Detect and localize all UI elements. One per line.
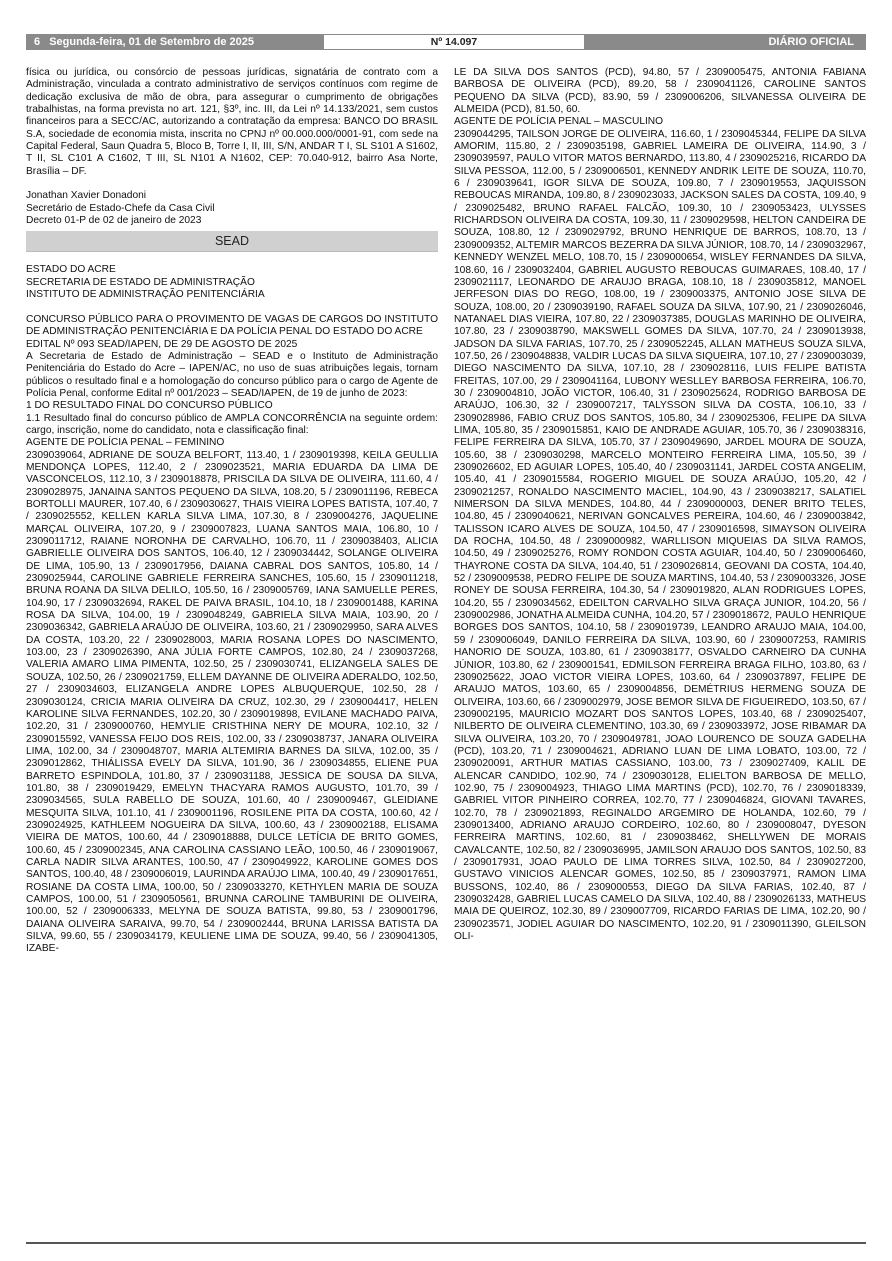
male-candidate-list: 2309044295, TAILSON JORGE DE OLIVEIRA, 116.60, 1 / 2309045344, FELIPE DA SILVA AMORIM, 115.80, 2 / 2309035198, GABRIEL LAMEIRA DE OLIVEIRA, 114.90, 3 / 2309039597, PAULO VITOR MATOS BERNARDO, 113.80, 4 / 2309025216, RICARDO DA SILVA PESSOA, 112.00, 5 / 2309006501, KENNEDY ANDRIK LEITE DE SOUZA, 110.70, 6 / 2309039641, IGOR SILVA DE SOUZA, 109.80, 7 / 2309019553, JAQUISSON REBOUCAS MIRANDA, 109.80, 8 / 2309023033, JACKSON SALES DA COSTA, 109.40, 9 / 2309025482, BRUNO RAFAEL FALCÃO, 109.30, 10 / 2309053423, ULYSSES RICHARDSON OLIVEIRA DA COSTA, 109.30, 11 / 2309029598, HELTON CANDEIRA DE SOUZA, 108.80, 12 / 2309029792, BRUNO HENRIQUE DE BARROS, 108.70, 13 / 2309009352, ALTEMIR MARCOS BEZERRA DA SILVA JÚNIOR, 108.70, 14 / 2309032967, KENNEDY WENZEL MELO, 108.70, 15 / 2309000654, WISLEY FERNANDES DA SILVA, 108.60, 16 / 2309032404, GABRIEL AUGUSTO REBOUCAS GUIMARAES, 108.40, 17 / 2309021117, LEONARDO DE ARAUJO BRAGA, 108.10, 18 / 2309035812, MANOEL JERFESON DIAS DO REGO, 108.00, 19 / 2309003375, ANTONIO JOSE SILVA DE SOUZA, 108.00, 20 / 2309039190, RAFAEL SOUZA DA SILVA, 107.90, 21 / 2309026046, NATANAEL DIAS VIEIRA, 107.80, 22 / 2309037385, DOUGLAS MARINHO DE OLIVEIRA, 107.80, 23 / 2309038790, MAKSWELL GOMES DA SILVA, 107.70, 24 / 2309013938, JADSON DA SILVA FARIAS, 107.70, 25 / 2309052245, ALLAN MATHEUS SOUZA SILVA, 107.50, 26 / 2309048838, VALDIR LUCAS DA SILVA SIQUEIRA, 107.10, 27 / 2309003039, DIEGO NASCIMENTO DA SILVA, 107.10, 28 / 2309028116, LUIS FELIPE BATISTA FREITAS, 107.00, 29 / 2309041164, LUBONY WESLLEY BARBOSA FERREIRA, 106.70, 30 / 2309004810, JOÃO VICTOR, 106.40, 31 / 2309025624, RODRIGO BARBOSA DE ARAÚJO, 106.30, 32 / 2309007217, TALYSSON SILVA DA COSTA, 106.10, 33 / 2309028986, FABIO CRUZ DOS SANTOS, 105.80, 34 / 2309025306, FELIPE DA SILVA LIMA, 105.80, 35 / 2309015851, KAIO DE ANDRADE AGUIAR, 105.70, 36 / 2309038316, FELIPE FERREIRA DA SILVA, 105.70, 37 / 2309049690, JARDEL MOURA DE SOUZA, 105.60, 38 / 2309030298, MARCELO MONTEIRO FERREIRA LIMA, 105.50, 39 / 2309026602, ED AGUIAR LOPES, 105.40, 40 / 2309031141, JARDEL COSTA ANGELIM, 105.40, 41 / 2309015584, ROGERIO MIGUEL DE SOUZA ARAÚJO, 105.20, 42 / 2309021257, RONALDO NASCIMENTO MACIEL, 104.90, 43 / 2309038217, SALATIEL NIMERSON DA SILVA MENDES, 104.80, 44 / 2309000003, DENER BRITO TELES, 104.80, 45 / 2309040621, NERIVAN GONCALVES PEREIRA, 104.60, 46 / 2309003842, TALISSON ICARO ALVES DE SOUZA, 104.50, 47 / 2309016598, SIMAYSON OLIVEIRA DA ROCHA, 104.50, 48 / 2309000982, WARLLISON MIQUEIAS DA SILVA RAMOS, 104.50, 49 / 2309025276, ROMY RONDON COSTA AGUIAR, 104.40, 50 / 2309006460, THAYRONE COSTA DA SILVA, 104.40, 51 / 2309026814, GEOVANI DA COSTA, 104.40, 52 / 2309009538, PEDRO FELIPE DE SOUZA MARTINS, 104.40, 53 / 2309003326, JOSE RONEY DE SOUSA FERREIRA, 104.30, 54 / 2309019820, ALAN RODRIGUES LOPES, 104.20, 55 / 2309034562, EDEILTON CARVALHO SILVA GRAÇA JUNIOR, 104.20, 56 / 2309002986, JONATHA ALMEIDA CUNHA, 104.20, 57 / 2309018672, PAULO HENRIQUE BORGES DOS SANTOS, 104.10, 58 / 2309019739, LEANDRO ARAUJO MAIA, 104.00, 59 / 2309006049, DANILO FERREIRA DA SILVA, 103.90, 60 / 2309007253, RAMIRIS HANORIO DE SOUZA, 103.80, 61 / 2309038177, OSVALDO CARNEIRO DA CUNHA JÚNIOR, 103.80, 62 / 2309001541, EDMILSON FERREIRA BRAGA FILHO, 103.80, 63 / 2309025622, JOAO VICTOR VIEIRA LOPES, 103.60, 64 / 2309037897, FELIPE DE ARAUJO MATOS, 103.60, 65 / 2309004856, DEMÉTRIUS HERMENG SOUZA DE OLIVEIRA, 103.60, 66 / 2309002979, JOSE BEMOR SILVA DE FIGUEIREDO, 103.50, 67 / 2309002195, MAURICIO MOZART DOS SANTOS LOPES, 103.40, 68 / 2309025407, NILBERTO DE OLIVEIRA CLEMENTINO, 103.30, 69 / 2309033972, JOSE RIBAMAR DA SILVA OLIVEIRA, 103.20, 70 / 2309049781, JOAO LOURENCO DE SOUZA GADELHA (PCD), 103.20, 71 / 2309004621, ADRIANO LUAN DE LIMA LOBATO, 103.00, 72 / 2309020091, ARTHUR MATIAS CASSIANO, 103.00, 73 / 2309027409, KALIL DE ALENCAR CANDIDO, 102.90, 74 / 2309030128, ELIELTON BARBOSA DE MELLO, 102.90, 75 / 2309004923, THIAGO LIMA MARTINS (PCD), 102.70, 76 / 2309018339, GABRIEL VITOR PINHEIRO CORREA, 102.70, 77 / 2309046824, GIOVANI TAVARES, 102.70, 78 / 2309021893, REGINALDO ARGEMIRO DE HOLANDA, 102.60, 79 / 2309013400, ADRIANO ARAUJO CORDEIRO, 102.60, 80 / 2309008047, DYESON FERREIRA MARTINS, 102.60, 81 / 2309038462, SHELLYWEN DE MORAIS CAVALCANTE, 102.50, 82 / 2309036995, JAMILSON ARAUJO DOS SANTOS, 102.50, 83 / 2309017931, JOAO PAULO DE LIMA TORRES SILVA, 102.50, 84 / 2309027200, GUSTAVO VINICIOS ALENCAR GOMES, 102.50, 85 / 2309037971, RAMON LIMA BUSSONS, 102.40, 86 / 2309000553, DIEGO DA SILVA FARIAS, 102.40, 87 / 2309032428, GABRIEL LUCAS CAMELO DA SILVA, 102.40, 88 / 2309026133, MATHEUS MAIA DE QUEIROZ, 102.30, 89 / 2309007709, RICARDO FARIAS DE LIMA, 102.20, 90 / 2309023571, JODIEL AGUIAR DO NASCIMENTO, 102.20, 91 / 2309011390, GLEILSON OLI- [454, 128, 866, 943]
left-column [26, 67, 438, 956]
signer-name: Jonathan Xavier Donadoni [26, 190, 147, 202]
header-date-block [26, 34, 324, 50]
signer-decree: Decreto 01-P de 02 de janeiro de 2023 [26, 215, 202, 227]
edital-line: EDITAL Nº 093 SEAD/IAPEN, DE 29 DE AGOSTO DE 2025 [26, 338, 298, 350]
org-line-state: ESTADO DO ACRE [26, 264, 116, 276]
page-header [26, 34, 866, 50]
edital-body: A Secretaria de Estado de Administração – SEAD e o Instituto de Administração Penitenciária do Estado do Acre – IAPEN/AC, no uso de suas atribuições legais, tornam públicos o resultado final e a homologação do concurso público para o cargo de Agente de Polícia Penal, conforme Edital nº 001/2023 – SEAD/IAPEN, de 19 de junho de 2023: [26, 350, 438, 399]
signer-role: Secretário de Estado-Chefe da Casa Civil [26, 202, 215, 214]
male-list-header: AGENTE DE POLÍCIA PENAL – MASCULINO [454, 116, 664, 128]
org-line-institute: INSTITUTO DE ADMINISTRAÇÃO PENITENCIÁRIA [26, 289, 265, 301]
edition-number: Nº 14.097 [324, 34, 584, 50]
female-candidate-list: 2309039064, ADRIANE DE SOUZA BELFORT, 113.40, 1 / 2309019398, KEILA GEULLIA MENDONÇA LOPES, 112.40, 2 / 2309023521, MARIA EDUARDA DA LIMA DE VASCONCELOS, 112.10, 3 / 2309018878, PRISCILA DA SILVA DE OLIVEIRA, 111.60, 4 / 2309028975, JANAINA SANTOS PEQUENO DA SILVA, 108.20, 5 / 2309011196, REBECA BORTOLLI MAURER, 107.40, 6 / 2309030627, THAIS VIEIRA LOPES BATISTA, 107.40, 7 / 2309025552, KELLEN KARLA SILVA LIMA, 107.30, 8 / 2309004276, JAQUELINE MARÇAL OLIVEIRA, 107.20, 9 / 2309007823, LUANA SANTOS MAIA, 106.80, 10 / 2309011712, RAIANE NORONHA DE CARVALHO, 106.70, 11 / 2309038403, ALICIA GABRIELLE OLIVEIRA DOS SANTOS, 106.40, 12 / 2309034442, SOLANGE OLIVEIRA DE LIMA, 105.90, 13 / 2309017956, DAIANA CABRAL DOS SANTOS, 105.80, 14 / 2309025944, CAROLINE GABRIELE FERREIRA SANCHES, 105.60, 15 / 2309011218, BRUNA ROANA DA SILVA DELILO, 105.50, 16 / 2309005769, IANA SAMUELLE PERES, 104.90, 17 / 2309032694, RAKEL DE PAIVA BRASIL, 104.10, 18 / 2309001488, KARINA ROSA DA SILVA, 104.00, 19 / 2309048249, GABRIELA SILVA MAIA, 103.90, 20 / 2309036342, GABRIELA ARAÚJO DE OLIVEIRA, 103.60, 21 / 2309029950, SARA ALVES DA COSTA, 103.20, 22 / 2309028003, MARIA ROSANA LOPES DO NASCIMENTO, 103.00, 23 / 2309026390, ANA JÚLIA FORTE CAMPOS, 102.80, 24 / 2309037268, VALERIA AMARO LIMA PIMENTA, 102.50, 25 / 2309030741, ELIZANGELA SALES DE SOUZA, 102.50, 26 / 2309021759, ELLEM DAYANNE DE OLIVEIRA ADERALDO, 102.50, 27 / 2309034603, ELIZANGELA ANDRE LOPES ALBUQUERQUE, 102.50, 28 / 2309030124, CRICIA MARIA OLIVEIRA DA CRUZ, 102.30, 29 / 2309004417, HELEN KAROLINE SILVA FERNANDES, 102.20, 30 / 2309019898, EVILANE MACHADO PAIVA, 102.20, 31 / 2309000760, HEMYLIE CRISTHINA NERY DE MOURA, 102.10, 32 / 2309015592, VANESSA FEIJO DOS REIS, 102.00, 33 / 2309038737, JANARA OLIVEIRA LIMA, 102.00, 34 / 2309048707, MARIA ALTEMIRIA BARNES DA SILVA, 102.00, 35 / 2309012862, THIÁLISSA EVELY DA SILVA, 101.90, 36 / 2309034855, ELIENE PUA BARRETO ESPINDOLA, 101.80, 37 / 2309031188, JESSICA DE SOUSA DA SILVA, 101.80, 38 / 2309019429, EMELYN THACYARA RAMOS AUGUSTO, 101.70, 39 / 2309034565, SULA RABELLO DE SOUZA, 101.60, 40 / 2309009467, GLEIDIANE MESQUITA SILVA, 101.10, 41 / 2309001196, ROSILENE PITA DA COSTA, 100.60, 42 / 2309024925, KATHLEEM NOGUEIRA DA SILVA, 100.60, 43 / 2309002188, ELISAMA VIEIRA DE MATOS, 100.60, 44 / 2309018888, DULCE LETÍCIA DE BRITO GOMES, 100.60, 45 / 2309002345, ANA CAROLINA CASSIANO LEÃO, 100.50, 46 / 2309019067, CARLA NADIR SILVA ARANTES, 100.50, 47 / 2309049922, KAROLINE GOMES DOS SANTOS, 100.40, 48 / 2309006019, LAURINDA ARAÚJO LIMA, 100.40, 49 / 2309017651, ROSIANE DA COSTA LIMA, 100.00, 50 / 2309033270, KETHYLEN MARIA DE SOUZA CAMPOS, 100.00, 51 / 2309050561, BRUNNA CAROLINE TAMBURINI DE OLIVEIRA, 100.00, 52 / 2309006333, MELYNA DE SOUZA BATISTA, 99.80, 53 / 2309001796, DAIANA OLIVEIRA SARAIVA, 99.70, 54 / 2309002444, BRUNA LARISSA BATISTA DA SILVA, 99.60, 55 / 2309034179, KEULIENE LIMA DE SOUZA, 99.40, 56 / 2309041305, IZABE- [26, 449, 438, 955]
subsection-text: 1.1 Resultado final do concurso público de AMPLA CONCORRÊNCIA na seguinte ordem: cargo, inscrição, nome do candidato, nota e classificação final: [26, 412, 438, 436]
bottom-divider [26, 1242, 866, 1244]
publication-title: DIÁRIO OFICIAL [584, 34, 866, 50]
section-heading: 1 DO RESULTADO FINAL DO CONCURSO PÚBLICO [26, 400, 273, 412]
header-date: Segunda-feira, 01 de Setembro de 2025 [49, 36, 254, 48]
org-line-secretariat: SECRETARIA DE ESTADO DE ADMINISTRAÇÃO [26, 276, 255, 288]
section-title-bar: SEAD [26, 231, 438, 252]
contest-title: CONCURSO PÚBLICO PARA O PROVIMENTO DE VAGAS DE CARGOS DO INSTITUTO DE ADMINISTRAÇÃO PENITENCIÁRIA E DA POLÍCIA PENAL DO ESTADO DO ACRE [26, 313, 438, 338]
intro-paragraph: física ou jurídica, ou consórcio de pessoas jurídicas, signatária de contrato com a Administração, vinculada a contrato administrativo de serviços contínuos com regime de dedicação exclusiva de mão de obra, para assegurar o cumprimento de obrigações trabalhistas, na forma prevista no art. 121, §3º, inc. III, da Lei nº 14.133/2021, sem custos financeiros para a SECC/AC, autorizando a contratação da empresa: BANCO DO BRASIL S.A, sociedade de economia mista, inscrita no CPNJ nº 00.000.000/0001-91, com sede na Capital Federal, Saun Quadra 5, Bloco B, Torre I, II, III, S/N, ANDAR T I, SL S101 A S1602, T II, SL C101 A C1602, T III, SL N101 A N1602, CEP: 70.040-912, bairro Asa Norte, Brasília – DF. [26, 67, 438, 177]
right-column [454, 67, 866, 943]
female-list-header: AGENTE DE POLÍCIA PENAL – FEMININO [26, 437, 225, 449]
page-number: 6 [34, 36, 41, 48]
female-candidate-list-continued: LE DA SILVA DOS SANTOS (PCD), 94.80, 57 / 2309005475, ANTONIA FABIANA BARBOSA DE OLIVEIRA (PCD), 89.20, 58 / 2309041126, CAROLINE SANTOS PEQUENO DA SILVA (PCD), 83.90, 59 / 2309006206, SILVANESSA OLIVEIRA DE ALMEIDA (PCD), 81.50, 60. [454, 67, 866, 116]
